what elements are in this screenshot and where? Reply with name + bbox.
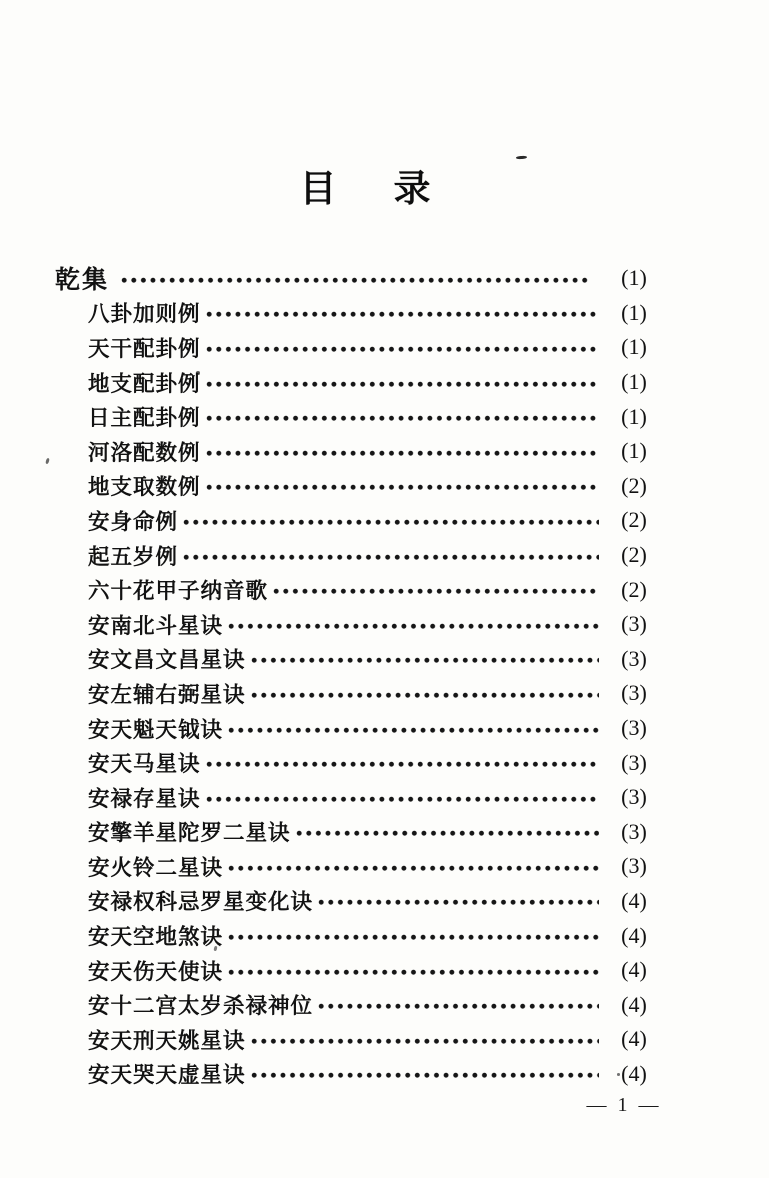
dot-leader <box>228 623 599 630</box>
toc-entry-page: (1) <box>621 299 647 325</box>
toc-entry <box>55 676 663 711</box>
dot-leader <box>251 692 599 699</box>
toc-entry-label: 八卦加则例 <box>88 302 201 327</box>
toc-entry-label: 天干配卦例 <box>88 336 201 361</box>
toc-entry-page: (3) <box>621 784 647 810</box>
toc-entry-page: (1) <box>621 438 647 464</box>
page-title: 目 录 <box>299 168 441 209</box>
dot-leader <box>228 969 599 976</box>
toc-entry-label: 六十花甲子纳音歌 <box>88 579 269 604</box>
toc-entry-label: 安十二宫太岁杀禄神位 <box>88 994 314 1019</box>
toc-entry-label: 安天马星诀 <box>88 752 201 777</box>
toc-entry-label: 安擎羊星陀罗二星诀 <box>88 821 291 846</box>
toc-entry-page: (4) <box>621 991 647 1017</box>
toc-entry-page: (4) <box>621 887 647 913</box>
toc-entry-label: 安天空地煞诀 <box>88 925 224 950</box>
toc-entry <box>55 296 663 331</box>
toc-entry <box>55 469 663 504</box>
toc-entry-label: 地支配卦例 <box>88 371 201 396</box>
dot-leader <box>206 415 599 422</box>
toc-entry-label: 地支取数例 <box>88 475 201 500</box>
toc-entry <box>55 1022 663 1057</box>
toc-entry-page: (2) <box>621 507 647 533</box>
toc-entry-label: 日主配卦例 <box>88 406 201 431</box>
toc-entry-page: (3) <box>621 818 647 844</box>
toc-entry <box>55 849 663 884</box>
toc-entry <box>55 884 663 919</box>
toc-entry-page: (3) <box>621 715 647 741</box>
toc-entry-label: 安文昌文昌星诀 <box>88 648 246 673</box>
toc-entry <box>55 399 663 434</box>
toc-entry-label: 安禄权科忌罗星变化诀 <box>88 890 314 915</box>
toc-entry <box>55 745 663 780</box>
toc-entry <box>55 538 663 573</box>
toc-entry <box>55 711 663 746</box>
toc-entry-label: 河洛配数例 <box>88 440 201 465</box>
toc-entry <box>55 330 663 365</box>
toc-entry <box>55 261 663 296</box>
toc-entry-page: (1) <box>621 334 647 360</box>
toc-entry-label: 安天伤天使诀 <box>88 959 224 984</box>
dot-leader <box>273 588 599 595</box>
toc-entry-page: (3) <box>621 749 647 775</box>
dot-leader <box>121 277 591 284</box>
dot-leader <box>206 484 599 491</box>
toc-entry <box>55 987 663 1022</box>
dot-leader <box>183 519 599 526</box>
toc-entry-label: 安南北斗星诀 <box>88 613 224 638</box>
toc-entry <box>55 918 663 953</box>
toc-entry <box>55 607 663 642</box>
dot-leader <box>206 346 599 353</box>
dot-leader <box>206 450 599 457</box>
toc-entry <box>55 815 663 850</box>
toc-entry-label: 安天魁天钺诀 <box>88 717 224 742</box>
toc-entry-page: (4) <box>621 1060 647 1086</box>
toc-entry <box>55 1057 663 1092</box>
toc-entry <box>55 365 663 400</box>
toc-entry-label: 安天哭天虚星诀 <box>88 1063 246 1088</box>
dot-leader <box>251 1038 599 1045</box>
toc-entry <box>55 642 663 677</box>
toc-entry-label: 乾集 <box>55 266 110 295</box>
scan-speck <box>45 458 50 465</box>
toc-entry <box>55 953 663 988</box>
toc-entry-label: 安火铃二星诀 <box>88 855 224 880</box>
dot-leader <box>318 1003 599 1010</box>
toc-entry-page: (3) <box>621 853 647 879</box>
toc-entry-page: (4) <box>621 922 647 948</box>
toc-entry-page: (2) <box>621 472 647 498</box>
dot-leader <box>251 1072 599 1079</box>
dot-leader <box>206 761 599 768</box>
toc-entry-label: 安禄存星诀 <box>88 786 201 811</box>
toc-entry-page: (1) <box>621 265 647 291</box>
toc-entry-page: (4) <box>621 957 647 983</box>
toc-entry-page: (1) <box>621 403 647 429</box>
toc-entry-page: (3) <box>621 645 647 671</box>
dot-leader <box>296 830 599 837</box>
toc-entry-page: (2) <box>621 576 647 602</box>
dot-leader <box>228 934 599 941</box>
toc-entry-page: (3) <box>621 611 647 637</box>
dot-leader <box>206 311 599 318</box>
toc-entry-label: 起五岁例 <box>88 544 179 569</box>
toc-entry <box>55 572 663 607</box>
toc-entry-page: (1) <box>621 369 647 395</box>
toc-entry <box>55 780 663 815</box>
toc-entry-label: 安左辅右弼星诀 <box>88 682 246 707</box>
folio-page-number: — 1 — <box>586 1094 662 1116</box>
dot-leader <box>251 657 599 664</box>
toc-entry-page: (2) <box>621 542 647 568</box>
toc-entry-label: 安天刑天姚星诀 <box>88 1028 246 1053</box>
dot-leader <box>228 727 599 734</box>
dot-leader <box>183 554 599 561</box>
toc-entry-page: (4) <box>621 1026 647 1052</box>
toc-entry-page: (3) <box>621 680 647 706</box>
dot-leader <box>318 899 599 906</box>
toc-list <box>55 261 663 1091</box>
dot-leader <box>228 865 599 872</box>
dot-leader <box>206 796 599 803</box>
toc-entry <box>55 503 663 538</box>
dot-leader <box>206 381 599 388</box>
toc-entry <box>55 434 663 469</box>
toc-entry-label: 安身命例 <box>88 509 179 534</box>
